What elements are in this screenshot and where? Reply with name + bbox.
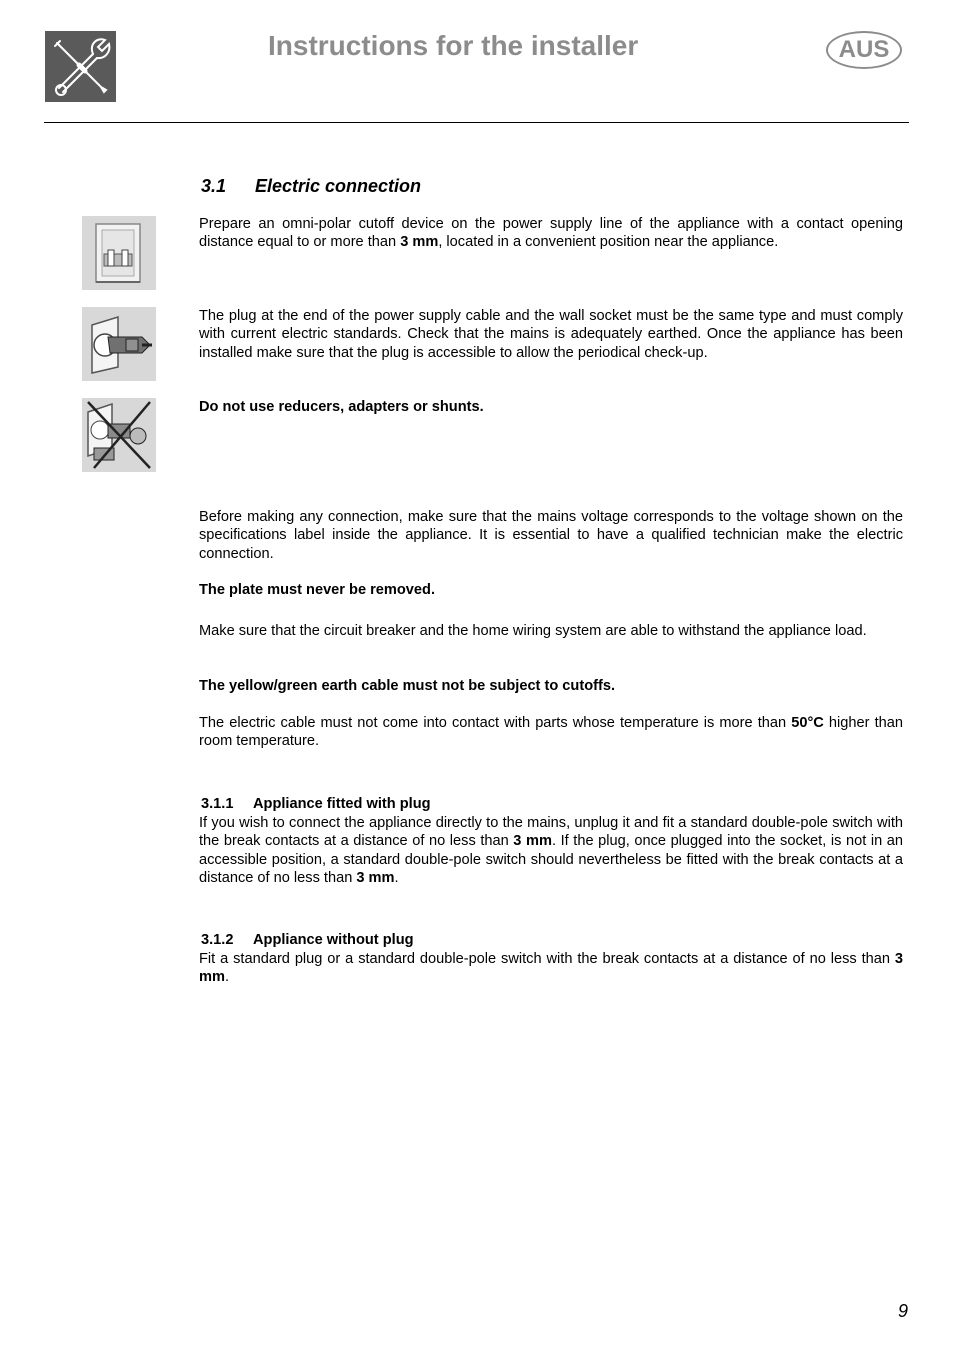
subsection-heading-without-plug: 3.1.2 Appliance without plug (201, 932, 414, 948)
paragraph-without-plug: Fit a standard plug or a standard double-pole switch with the break contacts at a distance of no less than 3 mm. (199, 951, 903, 986)
warning-earth-cable: The yellow/green earth cable must not be subject to cutoffs. (199, 678, 615, 694)
section-heading (201, 176, 421, 197)
warning-no-adapters: Do not use reducers, adapters or shunts. (199, 399, 484, 415)
omnipolar-switch-icon (82, 216, 156, 290)
paragraph-plug-socket: The plug at the end of the power supply cable and the wall socket must be the same type and must comply with current electric standards. Check that the mains is adequately earthed. Once the appliance has been installed make sure that the plug is accessible to allow the periodical check-up. (199, 308, 903, 361)
section-title: Electric connection (255, 176, 422, 196)
plug-socket-icon (82, 307, 156, 381)
header-divider (44, 122, 909, 123)
section-number: 3.1 (201, 176, 227, 196)
region-badge: AUS (826, 31, 902, 69)
warning-plate: The plate must never be removed. (199, 582, 436, 598)
page-number: 9 (898, 1301, 909, 1321)
paragraph-cutoff-device: Prepare an omni-polar cutoff device on the power supply line of the appliance with a contact opening distance equal to or more than 3 mm, located in a convenient position near the appliance. (199, 216, 903, 251)
wrench-screwdriver-icon (45, 31, 116, 102)
no-adapter-icon (82, 398, 156, 472)
paragraph-with-plug: If you wish to connect the appliance directly to the mains, unplug it and fit a standard double-pole switch with the break contacts at a distance of no less than 3 mm. If the plug, once plugged into the socket, is not in an accessible position, a standard double-pole switch should nevertheless be fitted with the break contacts at a distance of no less than 3 mm. (199, 815, 904, 886)
paragraph-cable-temperature: The electric cable must not come into contact with parts whose temperature is more than 50°C higher than room temperature. (199, 715, 903, 750)
paragraph-mains-voltage: Before making any connection, make sure that the mains voltage corresponds to the voltage shown on the specifications label inside the appliance. It is essential to have a qualified technician make the electric connection. (199, 509, 903, 562)
page-title: Instructions for the installer (268, 30, 639, 61)
paragraph-circuit-breaker: Make sure that the circuit breaker and the home wiring system are able to withstand the appliance load. (199, 623, 867, 639)
subsection-heading-with-plug: 3.1.1 Appliance fitted with plug (201, 796, 431, 812)
